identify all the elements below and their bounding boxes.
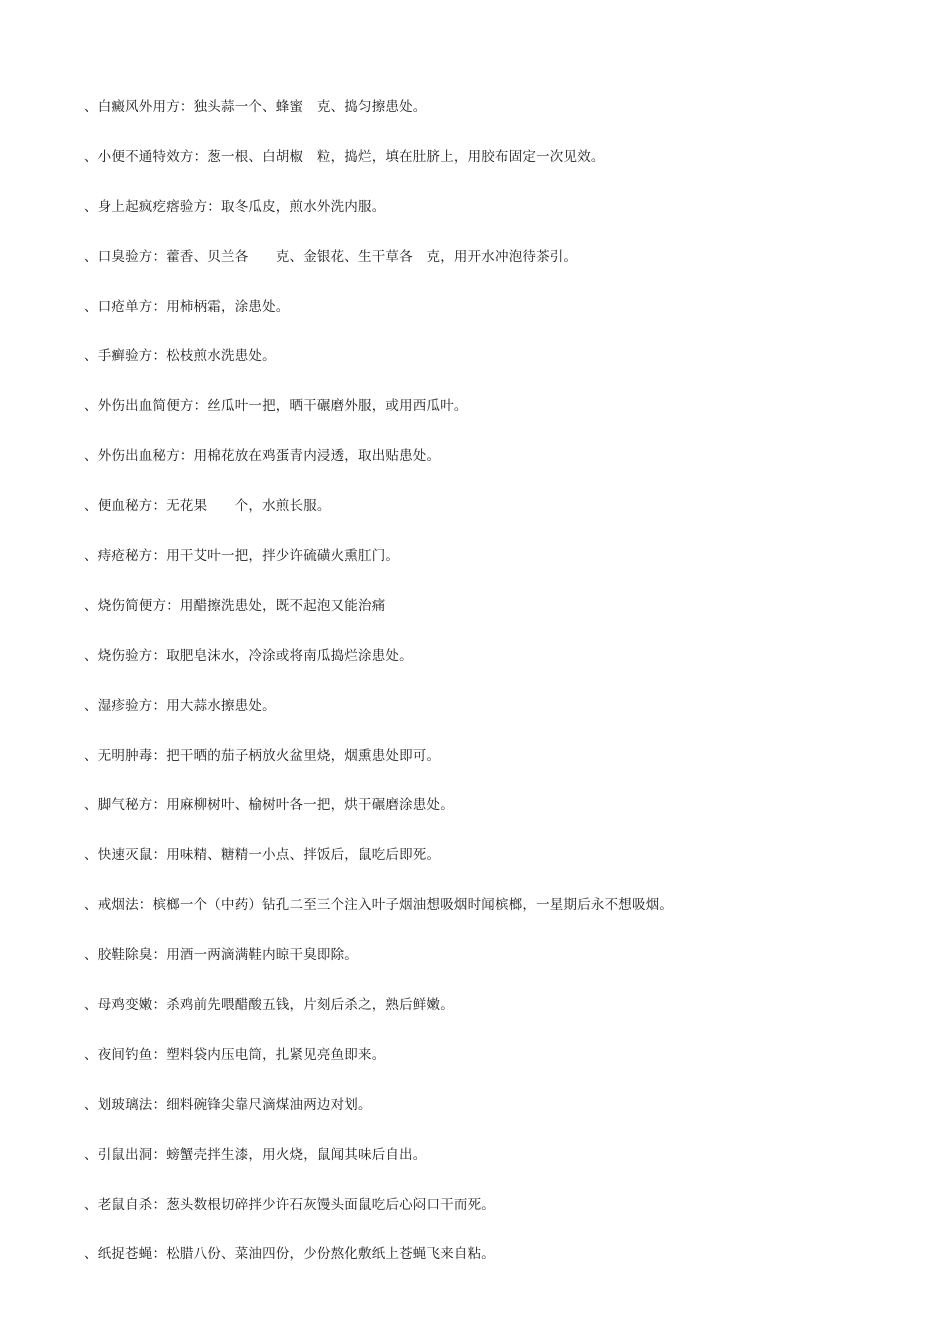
list-item: 、引鼠出洞：螃蟹壳拌生漆，用火烧，鼠闻其味后自出。 <box>84 1146 427 1163</box>
list-item: 、划玻璃法：细料碗锋尖靠尺滴煤油两边对划。 <box>84 1096 372 1113</box>
list-item: 、胶鞋除臭：用酒一两滴满鞋内晾干臭即除。 <box>84 947 358 964</box>
list-item: 、身上起疯疙瘩验方：取冬瓜皮，煎水外洗内服。 <box>84 198 386 215</box>
list-item: 、烧伤验方：取肥皂沫水，冷涂或将南瓜捣烂涂患处。 <box>84 647 413 664</box>
list-item: 、老鼠自杀：葱头数根切碎拌少许石灰馒头面鼠吃后心闷口干而死。 <box>84 1196 495 1213</box>
list-item: 、外伤出血秘方：用棉花放在鸡蛋青内浸透，取出贴患处。 <box>84 448 441 465</box>
list-item: 、口疮单方：用柿柄霜，涂患处。 <box>84 298 290 315</box>
list-item: 、夜间钓鱼：塑料袋内压电筒，扎紧见亮鱼即来。 <box>84 1046 386 1063</box>
list-item: 、脚气秘方：用麻柳树叶、榆树叶各一把，烘干碾磨涂患处。 <box>84 797 454 814</box>
list-item: 、纸捉苍蝇：松腊八份、菜油四份，少份熬化敷纸上苍蝇飞来自粘。 <box>84 1246 495 1263</box>
list-item: 、手癣验方：松枝煎水洗患处。 <box>84 348 276 365</box>
list-item: 、戒烟法：槟榔一个（中药）钻孔二至三个注入叶子烟油想吸烟时闻槟榔，一星期后永不想吸烟。 <box>84 897 674 914</box>
list-item: 、快速灭鼠：用味精、糖精一小点、拌饭后，鼠吃后即死。 <box>84 847 441 864</box>
list-item: 、痔疮秘方：用干艾叶一把，拌少许硫磺火熏肛门。 <box>84 548 400 565</box>
list-item: 、无明肿毒：把干晒的茄子柄放火盆里烧，烟熏患处即可。 <box>84 747 441 764</box>
list-item: 、外伤出血简便方：丝瓜叶一把，晒干碾磨外服，或用西瓜叶。 <box>84 398 468 415</box>
list-item: 、白癜风外用方：独头蒜一个、蜂蜜 克、捣匀擦患处。 <box>84 99 427 115</box>
list-item: 、小便不通特效方：葱一根、白胡椒 粒，捣烂，填在肚脐上，用胶布固定一次见效。 <box>84 148 605 165</box>
remedy-list <box>84 96 924 1293</box>
list-item: 、烧伤简便方：用醋擦洗患处，既不起泡又能治痛 <box>84 597 386 614</box>
list-item: 、便血秘方：无花果 个，水煎长服。 <box>84 498 331 515</box>
list-item: 、母鸡变嫩：杀鸡前先喂醋酸五钱，片刻后杀之，熟后鲜嫩。 <box>84 997 454 1014</box>
list-item: 、湿疹验方：用大蒜水擦患处。 <box>84 697 276 714</box>
list-item: 、口臭验方：藿香、贝兰各 克、金银花、生干草各 克，用开水冲泡待茶引。 <box>84 248 578 265</box>
